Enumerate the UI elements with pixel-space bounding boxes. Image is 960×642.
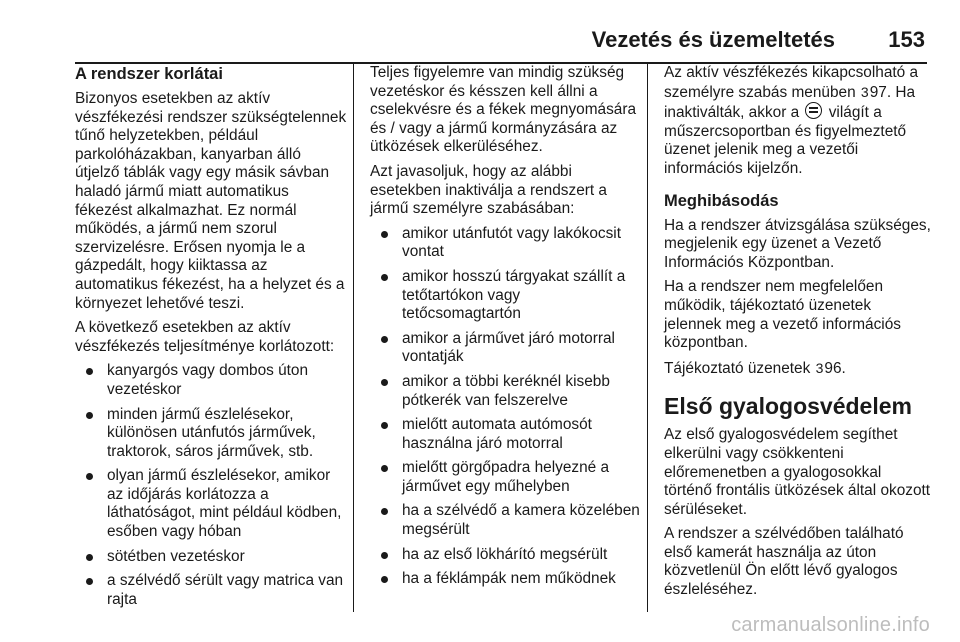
paragraph: Ha a rendszer átvizsgálása szükséges, megjelenik egy üzenet a Vezető Információs Központban. [664, 216, 931, 271]
list-item: ha a féklámpák nem működnek [370, 570, 640, 589]
list-item: minden jármű észlelésekor, különösen utánfutós járművek, traktorok, sáros járművek, stb. [75, 406, 347, 462]
column-2 [370, 64, 640, 595]
column-3 [664, 64, 932, 606]
paragraph: A rendszer a szélvédőben található első kamerát használja az úton közvetlenül Ön előtt lévő gyalogos észleléséhez. [664, 525, 904, 599]
list-item: amikor utánfutót vagy lakókocsit vontat [370, 225, 640, 262]
paragraph: Az aktív vészfékezés kikapcsolható a személyre szabás menüben 397. Ha inaktiválták, akkor a világít a műszercsoportban és figyelmeztető üzenet jelenik meg a vezetői információs kijelzőn. [664, 64, 919, 177]
header-title: Vezetés és üzemeltetés [591, 27, 835, 52]
list-item: amikor a járművet járó motorral vontatják [370, 330, 640, 367]
chapter-heading: Első gyalogosvédelem [664, 393, 912, 420]
section-heading: A rendszer korlátai [75, 65, 223, 83]
page-ref-arrow-icon: 3 [860, 83, 869, 100]
list-item: sötétben vezetéskor [75, 548, 347, 567]
section-heading: Meghibásodás [664, 191, 779, 210]
page-header [75, 24, 927, 64]
watermark: carmanualsonline.info [731, 614, 930, 636]
paragraph: Ha a rendszer nem megfelelően működik, tájékoztató üzenetek jelennek meg a vezető információs központban. [664, 278, 901, 352]
list-item: mielőtt görgőpadra helyezné a járművet egy műhelyben [370, 459, 640, 496]
page-ref-arrow-icon: 3 [815, 359, 824, 376]
page-number: 153 [888, 27, 925, 52]
list-item: a szélvédő sérült vagy matrica van rajta [75, 572, 347, 609]
column-1 [75, 64, 347, 615]
list-item: ha az első lökhárító megsérült [370, 546, 640, 565]
page-ref-link[interactable]: 96 [824, 359, 842, 377]
paragraph: Bizonyos esetekben az aktív vészfékezési rendszer szükségtelennek tűnő helyzetekben, például parkolóházakban, kanyarban álló útjelző táblák vagy egy másik sávban haladó jármű miatt automatikus fékezést alkalmazhat. Ez normál működés, a jármű nem szorul szervizelésre. Erősen nyomja le a gázpedált, hogy kiiktassa az automatikus fékezést, ha a helyzet és a környezet lehetővé teszi. [75, 90, 347, 312]
list-item: mielőtt automata autómosót használna járó motorral [370, 416, 640, 453]
paragraph: Azt javasoljuk, hogy az alábbi esetekben inaktiválja a rendszert a jármű személyre szabásában: [370, 162, 607, 218]
bullet-list [370, 225, 640, 589]
bullet-list [75, 362, 347, 609]
paragraph: A következő esetekben az aktív vészfékezés teljesítménye korlátozott: [75, 319, 335, 355]
paragraph: Teljes figyelemre van mindig szükség vezetéskor és késszen kell állni a cselekvésre és a fékek megnyomására és / vagy a jármű kormányzására az ütközések elkerüléséhez. [370, 64, 637, 156]
list-item: olyan jármű észlelésekor, amikor az időjárás korlátozza a láthatóságot, mint például ködben, esőben vagy hóban [75, 467, 347, 541]
list-item: ha a szélvédő a kamera közelében megsérült [370, 502, 640, 539]
list-item: amikor a többi keréknél kisebb pótkerék van felszerelve [370, 373, 640, 410]
page-ref-link[interactable]: 97 [869, 83, 887, 101]
list-item: amikor hosszú tárgyakat szállít a tetőtartókon vagy tetőcsomagtartón [370, 268, 640, 324]
column-divider [647, 64, 648, 612]
emergency-braking-off-indicator-icon [805, 102, 822, 119]
column-divider [353, 64, 354, 612]
list-item: kanyargós vagy dombos úton vezetéskor [75, 362, 347, 399]
paragraph: Tájékoztató üzenetek 396. [664, 359, 846, 377]
paragraph: Az első gyalogosvédelem segíthet elkerülni vagy csökkenteni előremenetben a gyalogosokkal történő frontális ütközések által okozott sérüléseket. [664, 426, 931, 518]
